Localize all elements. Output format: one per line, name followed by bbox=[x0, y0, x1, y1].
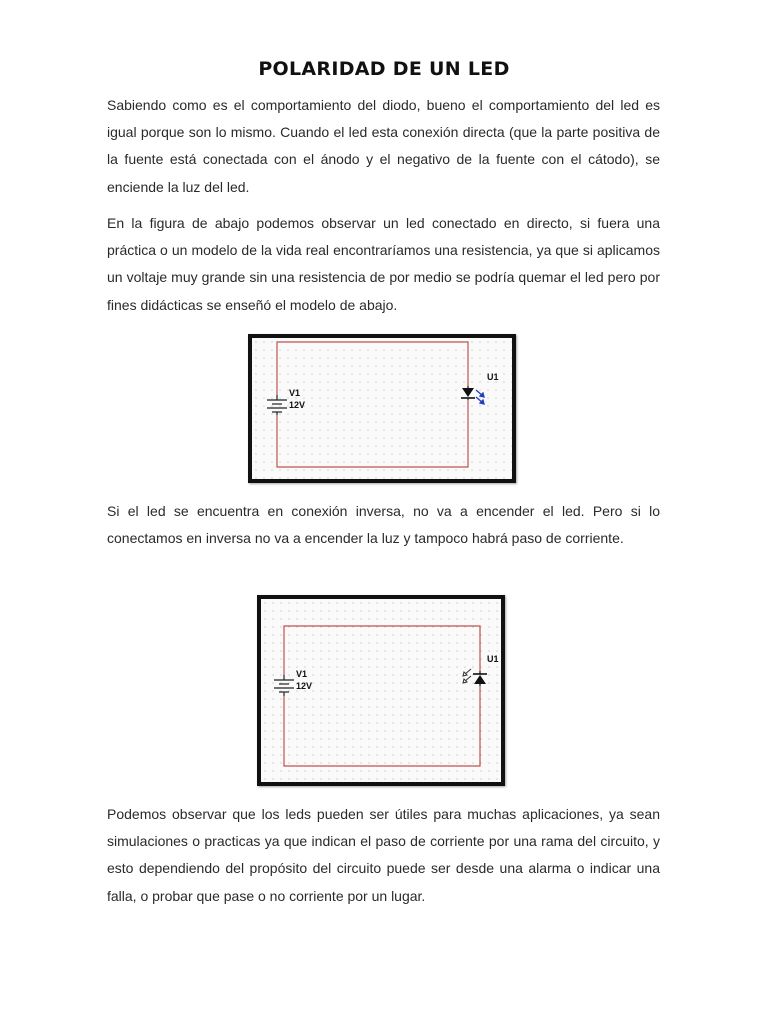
circuit-diagram-reverse bbox=[261, 599, 501, 782]
led-forward-icon bbox=[461, 386, 475, 400]
paragraph-reverse-connection: Si el led se encuentra en conexión inversa, no va a encender el led. Pero si lo conectamos en inversa no va a encender la luz y tampoco habrá paso de corriente. bbox=[107, 503, 660, 547]
paragraph-conclusion: Podemos observar que los leds pueden ser útiles para muchas aplicaciones, ya sean simulaciones o practicas ya que indican el paso de corriente por una rama del circuito, y esto dependiendo del propósito del circuito puede ser desde una alarma o indicar una falla, o probar que pase o no corriente por un lugar. bbox=[107, 806, 660, 904]
led-label: U1 bbox=[487, 654, 499, 664]
light-emission-icon bbox=[476, 390, 484, 404]
circuit-diagram-direct bbox=[252, 338, 512, 479]
source-value: 12V bbox=[289, 400, 306, 410]
circuit-wire bbox=[277, 342, 468, 395]
circuit-figure-direct bbox=[248, 334, 516, 483]
light-emission-off-icon bbox=[463, 669, 471, 683]
battery-icon bbox=[274, 675, 294, 696]
source-value: 12V bbox=[296, 681, 313, 691]
circuit-wire-return bbox=[284, 685, 480, 766]
paragraph-direct-connection: En la figura de abajo podemos observar un led conectado en directo, si fuera una práctica o un modelo de la vida real encontraríamos una resistencia, ya que si aplicamos un voltaje muy grande sin una resistencia de por medio se podría quemar el led pero por fines didácticas se enseñó el modelo de abajo. bbox=[107, 215, 660, 313]
document-title: POLARIDAD DE UN LED bbox=[258, 58, 510, 80]
circuit-wire bbox=[284, 626, 480, 675]
battery-icon bbox=[267, 395, 287, 415]
source-label: V1 bbox=[296, 669, 308, 679]
led-label: U1 bbox=[487, 372, 499, 382]
circuit-wire-return bbox=[277, 400, 468, 467]
circuit-figure-reverse bbox=[257, 595, 505, 786]
source-label: V1 bbox=[289, 388, 301, 398]
led-reverse-icon bbox=[473, 671, 487, 686]
paragraph-intro: Sabiendo como es el comportamiento del diodo, bueno el comportamiento del led es igual porque son lo mismo. Cuando el led esta conexión directa (que la parte positiva de la fuente está conectada con el ánodo y el negativo de la fuente con el cátodo), se enciende la luz del led. bbox=[107, 97, 660, 195]
